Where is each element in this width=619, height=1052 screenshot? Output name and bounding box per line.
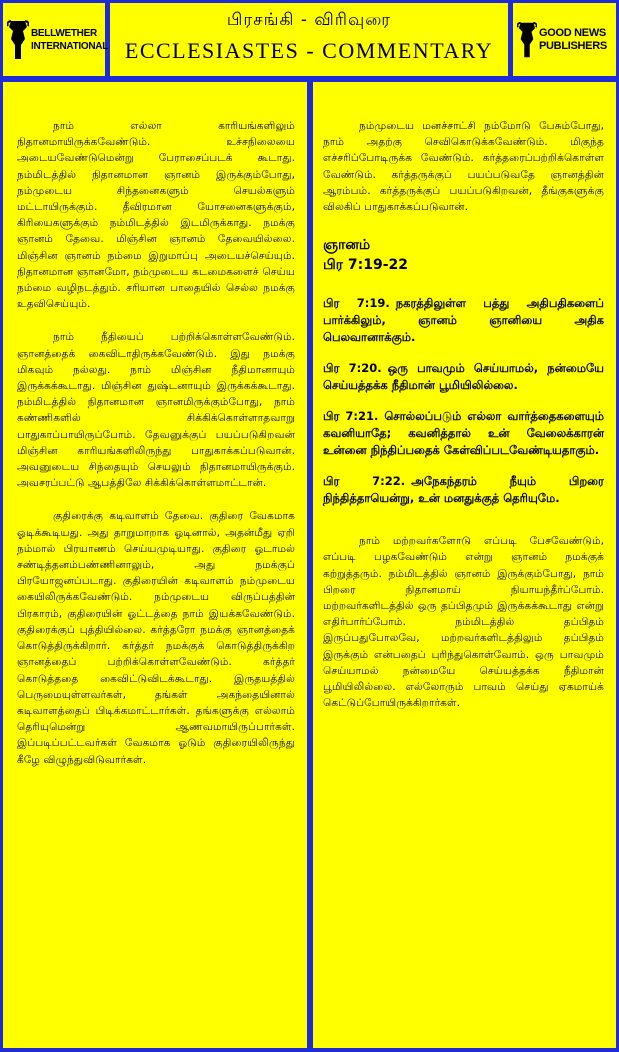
good-news-logo [513, 3, 616, 76]
ram-head-icon [7, 19, 29, 61]
verse-7-21 [323, 408, 604, 459]
left-paragraph-3: குதிரைக்கு கடிவாளம் தேவை. குதிரை வேகமாக ஓடிக்கூடியது. அது தாறுமாறாக ஓடினால், அதன்மீது ஏறி நம்மால் பிரயாணம் செய்யமுடியாது. குதிரை ஓடாமல் சண்டித்தனம்பண்ணினாலும், அது நமக்குப் பிரயோஜனப்படாது. குதிரையின் கடிவாளம் நம்முடைய கையிலிருக்கவேண்டும். நம்முடைய விருப்பத்தின் பிரகாரம், குதிரையின் ஓட்டத்தை நாம் இயக்கவேண்டும். குதிரைக்குப் புத்தியில்லை. கர்த்தரோ நமக்கு ஞானத்தைக் கொடுத்திருக்கிறார். கர்த்தர் நமக்குக் கொடுத்திருக்கிற ஞானத்தைப் பற்றிக்கொள்ளவேண்டும். கர்த்தர் கொடுத்ததை கைவிட்டுவிடக்கூடாது. இருதயத்தில் பெருமையுள்ளவர்கள், தங்கள் அகந்தையினால் கடிவாளத்தைப் பிடிக்கமாட்டார்கள். தங்களுக்கு எல்லாம் தெரியுமென்று ஆணவமாயிருப்பார்கள். இப்படிப்பட்டவர்கள் வேகமாக ஓடும் குதிரையிலிருந்து கீழே விழுந்துவிடுவார்கள். [17, 509, 295, 766]
right-column [313, 82, 616, 1048]
verse-ref: பிர 7:22. [323, 474, 406, 489]
verse-ref: பிர 7:19. [323, 296, 390, 311]
verse-ref: பிர 7:21. [323, 409, 379, 424]
left-logo-line-2: INTERNATIONAL [31, 40, 109, 52]
right-logo-line-1: GOOD NEWS [539, 26, 606, 39]
verse-7-19 [323, 295, 604, 346]
verse-ref: பிர 7:20. [323, 361, 382, 376]
verse-text: நகரத்திலுள்ள பத்து அதிபதிகளைப் பார்க்கிலும், ஞானம் ஞானியை அதிக பெலவானாக்கும். [323, 296, 604, 345]
title-tamil: பிரசங்கி - விரிவுரை [226, 10, 392, 30]
right-intro-paragraph: நம்முடைய மனச்சாட்சி நம்மோடு பேசும்போது, நாம் அதற்கு செவிகொடுக்கவேண்டும். மிகுந்த எச்சரிப்போடிருக்க வேண்டும். கர்த்தரைப்பற்றிக்கொள்ள வேண்டும். கர்த்தருக்குப் பயப்படுவதே ஞானத்தின் ஆரம்பம். கர்த்தருக்குப் பயப்படுகிறவன், தீங்குகளுக்கு விலகிப் பாதுகாக்கப்படுவான். [323, 119, 604, 214]
left-paragraph-1: நாம் எல்லா காரியங்களிலும் நிதானமாயிருக்கவேண்டும். உச்சநிலையை அடையவேண்டுமென்று பேராசைப்படக் கூடாது. நம்மிடத்தில் நிதானமான ஞானம் இருக்கும்போது, நம்முடைய சிந்தனைகளும் செயல்களும் மட்டாயிருக்கும். தீவிரமான யோசனைகளுக்கும், கிரியைகளுக்கும் நம்மிடத்தில் இடமிருக்காது. நமக்கு ஞானம் தேவை. மிஞ்சின ஞானம் தேவையில்லை. மிஞ்சின ஞானம் நம்மை இறுமாப்பு அடையச்செய்யும். நிதானமான ஞானமோ, நம்முடைய கடமைகளைச் செய்ய நம்மை வழிநடத்தும். சரியான பாதையில் செல்ல நமக்கு உதவிசெய்யும். [17, 119, 295, 311]
left-logo-line-1: BELLWETHER [31, 27, 97, 39]
title-box [110, 3, 508, 76]
verse-text: ஒரு பாவமும் செய்யாமல், நன்மையே செய்யத்தக்க நீதிமான் பூமியிலில்லை. [323, 361, 604, 393]
verse-text: அநேகந்தரம் நீயும் பிறரை நிந்தித்தாயென்று, உன் மனதுக்குத் தெரியுமே. [323, 474, 604, 506]
title-english: ECCLESIASTES - COMMENTARY [124, 38, 494, 63]
right-logo-line-2: PUBLISHERS [539, 39, 607, 52]
bellwether-logo [3, 3, 109, 76]
left-paragraph-2: நாம் நீதியைப் பற்றிக்கொள்ளவேண்டும். ஞானத்தைக் கைவிடாதிருக்கவேண்டும். இது நமக்கு மிகவும் நல்லது. நாம் மிஞ்சின நீதிமானாயும் இருக்கக்கூடாது. மிஞ்சின துஷ்டனாயும் இருக்கக்கூடாது. நம்மிடத்தில் நிதானமான ஞானமிருக்கும்போது, நாம் கண்ணிகளில் சிக்கிக்கொள்ளாதவாறு பாதுகாப்பாயிருப்போம். தேவனுக்குப் பயப்படுகிறவன் மிஞ்சின காரியங்களிலிருந்து பாதுகாக்கப்படுவான். அவனுடைய சிந்தையும் செயலும் நிதானமாயிருக்கும். அவசரப்பட்டு ஆபத்திலே சிக்கிக்கொள்ளமாட்டான். [17, 330, 295, 490]
left-column [3, 82, 307, 1048]
verse-7-22 [323, 473, 604, 507]
ram-head-icon [517, 19, 537, 61]
verse-text: சொல்லப்படும் எல்லா வார்த்தைகளையும் கவனியாதே; கவனித்தால் உன் வேலைக்காரன் உன்னை நிந்திப்பதைக் கேள்விப்படவேண்டியதாகும். [323, 409, 604, 458]
section-heading [323, 235, 604, 275]
section-title: ஞானம் [323, 237, 371, 254]
section-reference: பிர 7:19-22 [323, 257, 408, 274]
verse-7-20 [323, 360, 604, 394]
right-closing-paragraph: நாம் மற்றவர்களோடு எப்படி பேசவேண்டும், எப்படி பழகவேண்டும் என்று ஞானம் நமக்குக் கற்றுத்தரும். நம்மிடத்தில் ஞானம் இருக்கும்போது, நாம் பிறரை நிதானமாய் நியாயந்தீர்ப்போம். மற்றவர்களிடத்தில் ஒரு தப்பிதமும் இருக்கக்கூடாது என்று எதிர்பார்ப்போம். நம்மிடத்தில் தப்பிதம் இருப்பதுபோலவே, மற்றவர்களிடத்திலும் தப்பிதம் இருக்கும் என்பதைப் புரிந்துகொள்வோம். ஒரு பாவமும் செய்யாமல் நன்மையே செய்யத்தக்க நீதிமான் பூமியிலில்லை. எல்லோரும் பாவம் செய்து ஏகமாய்க் கெட்டுப்போயிருக்கிறார்கள். [323, 534, 604, 710]
